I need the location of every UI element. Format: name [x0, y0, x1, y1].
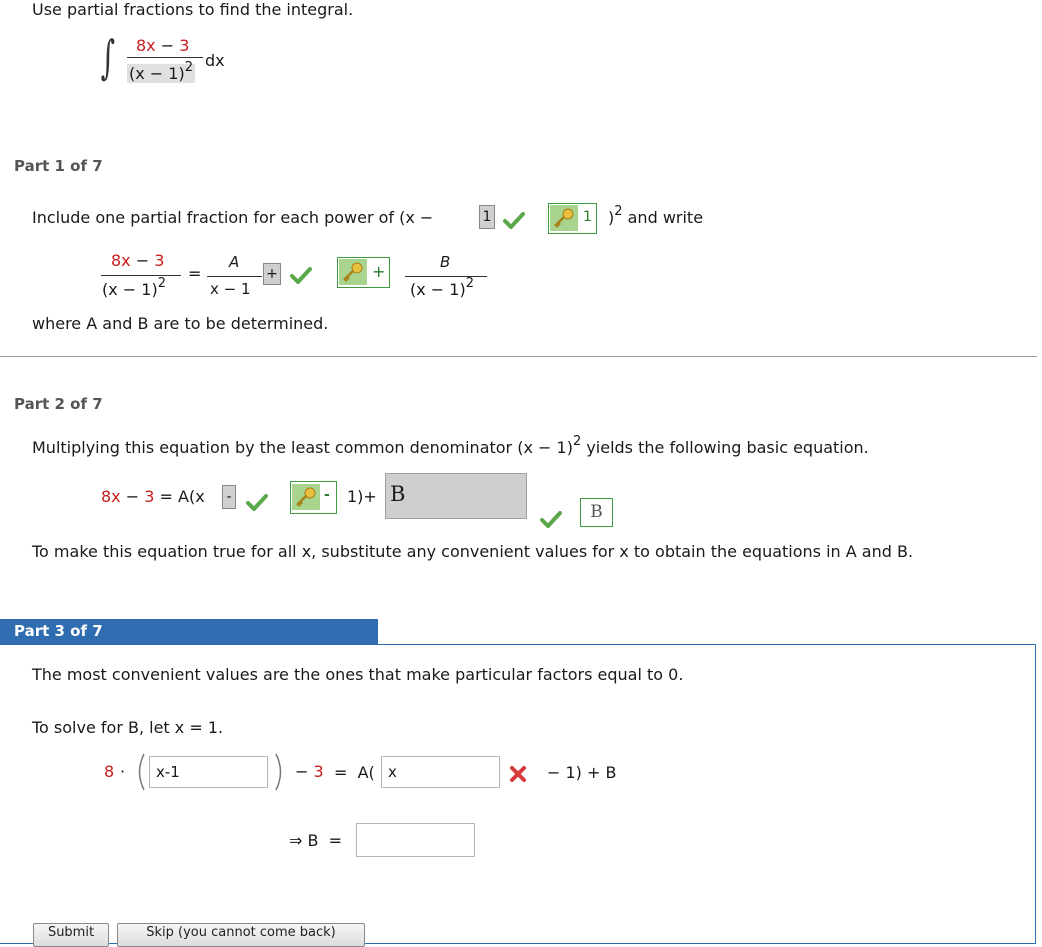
- power-exp: 2: [614, 204, 623, 219]
- check-icon: [540, 510, 562, 528]
- p3-coef: 8: [104, 762, 115, 781]
- p1-lhs-denominator: [102, 276, 166, 299]
- numerator-coef: 8x: [136, 36, 156, 55]
- error-x-icon: [509, 765, 527, 783]
- p1-b-denominator: [410, 276, 474, 299]
- p2-b-big: B: [390, 482, 406, 506]
- p2-minus-box: -: [222, 485, 236, 509]
- submit-button[interactable]: Submit: [33, 923, 109, 947]
- p2-sentence-exp: 2: [572, 434, 582, 449]
- p1-b-numerator: B: [440, 253, 451, 271]
- numerator-minus: −: [160, 36, 175, 55]
- p2-b-answer-box: B: [580, 498, 613, 527]
- p3-minus: −: [295, 762, 309, 781]
- part1-sentence-a: Include one partial fraction for each power of (x −: [32, 208, 434, 227]
- p1-where-text: where A and B are to be determined.: [32, 314, 329, 333]
- part-divider: [0, 356, 1037, 357]
- check-icon: [246, 493, 268, 511]
- p1-equals: =: [188, 264, 202, 283]
- denominator-base: (x − 1): [129, 64, 185, 83]
- p1-plus-key-value: +: [372, 262, 386, 281]
- key-icon: [292, 484, 320, 510]
- key-icon: [339, 259, 367, 285]
- part3-title: Part 3 of 7: [14, 622, 103, 640]
- p2-minus: −: [125, 487, 140, 506]
- p1-b-den-base: (x − 1): [410, 280, 466, 299]
- p1-num-minus: −: [135, 251, 150, 270]
- denominator-exp: 2: [184, 60, 193, 75]
- part1-answer-value: 1: [583, 209, 592, 225]
- part2-sentence: [32, 434, 869, 457]
- part1-answer-key-box: [548, 203, 597, 234]
- p1-a-denominator: x − 1: [210, 280, 251, 298]
- integral-dx: dx: [205, 51, 225, 70]
- p1-b-den-exp: 2: [465, 276, 474, 291]
- paren-left-icon: [133, 752, 147, 792]
- part3-sentence: The most convenient values are the ones that make particular factors equal to 0.: [32, 665, 684, 684]
- paren-right-icon: [273, 752, 287, 792]
- p1-lhs-bar: [101, 275, 181, 276]
- p3-dot: ·: [120, 762, 126, 781]
- p2-b-region: [385, 473, 527, 519]
- p3-eq-mid: = A(: [334, 763, 375, 782]
- p2-const: 3: [144, 487, 155, 506]
- paren-close: ): [608, 208, 615, 227]
- part1-title: Part 1 of 7: [14, 157, 103, 175]
- part2-title: Part 2 of 7: [14, 395, 103, 413]
- integral-denominator: [127, 60, 195, 83]
- p2-coef: 8x: [101, 487, 121, 506]
- p1-num-const: 3: [154, 251, 165, 270]
- p2-sentence-main: Multiplying this equation by the least common denominator (x − 1): [32, 438, 573, 457]
- key-icon: [550, 205, 578, 231]
- p1-a-bar: [207, 276, 262, 277]
- p3-eq-lhs-tail: [295, 762, 324, 781]
- p2-equation-lhs: [101, 487, 205, 506]
- numerator-const: 3: [179, 36, 190, 55]
- p1-plus-box: +: [263, 263, 281, 285]
- p2-note: To make this equation true for all x, substitute any convenient values for x to obtain the equations in A and B.: [32, 542, 914, 561]
- p1-b-bar: [405, 276, 487, 277]
- p1-num-coef: 8x: [111, 251, 131, 270]
- p2-eq-after: 1)+: [347, 487, 377, 506]
- p2-key-box: [290, 481, 337, 514]
- and-write-text: and write: [627, 208, 704, 227]
- p1-lhs-numerator: [111, 251, 164, 270]
- p1-lhs-den-base: (x − 1): [102, 280, 158, 299]
- p2-sentence-end: yields the following basic equation.: [586, 438, 869, 457]
- integral-fraction-bar: [127, 57, 203, 58]
- p2-key-value: -: [324, 487, 330, 503]
- p1-plus-key-box: [337, 257, 390, 288]
- integral-sign: ∫: [100, 30, 116, 84]
- integral-numerator: [136, 36, 189, 55]
- p1-lhs-den-exp: 2: [157, 276, 166, 291]
- part3-panel: [0, 644, 1036, 944]
- p2-eq-mid: = A(x: [159, 487, 205, 506]
- check-icon: [503, 211, 525, 229]
- p3-const: 3: [313, 762, 324, 781]
- part1-power-box: 1: [479, 205, 495, 229]
- part1-sentence-tail: [608, 204, 704, 227]
- check-icon: [290, 266, 312, 284]
- problem-instruction: Use partial fractions to find the integral.: [32, 0, 354, 19]
- part3-solve-text: To solve for B, let x = 1.: [32, 718, 224, 737]
- p3-b-label: ⇒ B =: [289, 831, 343, 850]
- p3-eq-tail: − 1) + B: [547, 763, 617, 782]
- p3-input-a-factor[interactable]: x: [381, 756, 500, 788]
- skip-button[interactable]: Skip (you cannot come back): [117, 923, 365, 947]
- p1-a-numerator: A: [229, 253, 240, 271]
- p3-input-expression[interactable]: x-1: [149, 756, 268, 788]
- p3-b-input[interactable]: [356, 823, 475, 857]
